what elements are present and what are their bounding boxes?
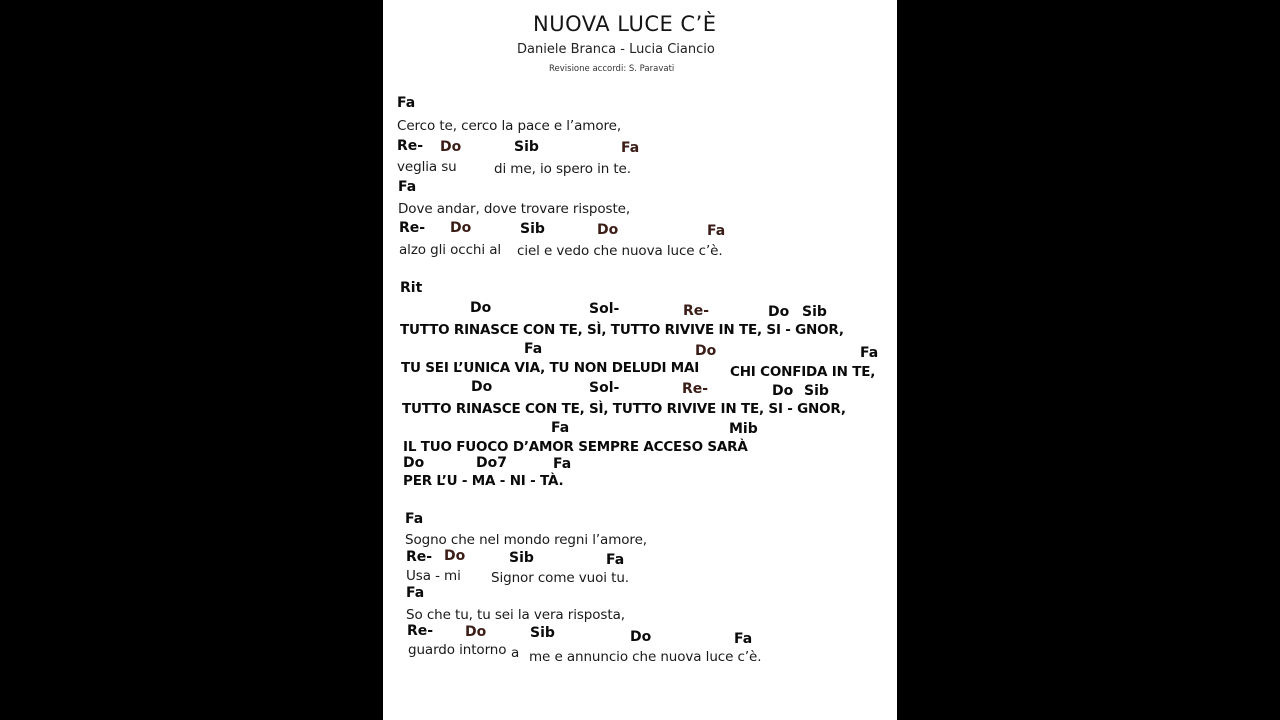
chord: Do [597, 222, 619, 238]
chord: Do [471, 379, 493, 395]
chorus-lyric-line: IL TUO FUOCO D’AMOR SEMPRE ACCESO SARÀ [403, 439, 748, 455]
chord: Sib [530, 625, 555, 641]
lyric-line: So che tu, tu sei la vera risposta, [406, 607, 625, 623]
chord: Re- [397, 138, 424, 154]
chord: Do [470, 300, 492, 316]
chord: Do [444, 548, 466, 564]
chord: Fa [553, 456, 572, 472]
chord: Sib [802, 304, 827, 320]
chord: Fa [860, 345, 879, 361]
chord: Do7 [476, 455, 507, 471]
chord: Fa [406, 585, 425, 601]
chord: Fa [707, 223, 726, 239]
chord: Mib [729, 421, 758, 437]
chorus-label: Rit [400, 280, 423, 296]
chord: Fa [397, 95, 416, 111]
chord: Fa [524, 341, 543, 357]
lyric-line: Usa - mi [406, 568, 461, 584]
lyric-line: veglia su [397, 159, 457, 175]
chord: Re- [399, 220, 426, 236]
lyric-line: Cerco te, cerco la pace e l’amore, [397, 118, 622, 134]
chord: Do [465, 624, 487, 640]
chord: Sib [520, 221, 545, 237]
chord: Do [772, 383, 794, 399]
chord: Sol- [589, 301, 620, 317]
chord: Do [450, 220, 472, 236]
lyric-line: Dove andar, dove trovare risposte, [398, 201, 631, 217]
chord: Sib [509, 550, 534, 566]
chorus-lyric-line: PER L’U - MA - NI - TÀ. [403, 473, 564, 489]
chord: Do [630, 629, 652, 645]
chord: Fa [621, 140, 640, 156]
chord: Do [440, 139, 462, 155]
chord: Do [403, 455, 425, 471]
song-authors: Daniele Branca - Lucia Ciancio [517, 42, 715, 57]
lyric-line: ciel e vedo che nuova luce c’è. [517, 243, 723, 259]
chord-revision-credit: Revisione accordi: S. Paravati [549, 64, 675, 74]
chord: Do [768, 304, 790, 320]
chord: Fa [606, 552, 625, 568]
chorus-lyric-line: TUTTO RINASCE CON TE, SÌ, TUTTO RIVIVE IN TE, SI - GNOR, [400, 322, 844, 338]
chord: Sol- [589, 380, 620, 396]
lyric-line: di me, io spero in te. [494, 161, 631, 177]
lyric-line: Signor come vuoi tu. [491, 570, 629, 586]
chord: Fa [551, 420, 570, 436]
chord: Re- [406, 549, 433, 565]
chord: Fa [734, 631, 753, 647]
chord: Re- [682, 381, 709, 397]
chord: Sib [804, 383, 829, 399]
chord: Re- [683, 303, 710, 319]
chord: Fa [405, 511, 424, 527]
chord: Fa [398, 179, 417, 195]
song-title: NUOVA LUCE C’È [533, 12, 717, 36]
lyric-line: a [511, 645, 520, 661]
song-sheet [383, 0, 897, 720]
chorus-lyric-line: TUTTO RINASCE CON TE, SÌ, TUTTO RIVIVE IN TE, SI - GNOR, [402, 401, 846, 417]
lyric-line: alzo gli occhi al [399, 242, 502, 258]
chorus-lyric-line: TU SEI L’UNICA VIA, TU NON DELUDI MAI [401, 360, 700, 376]
chord: Do [695, 343, 717, 359]
chorus-lyric-line: CHI CONFIDA IN TE, [730, 364, 876, 380]
lyric-line: guardo intorno [408, 642, 507, 658]
lyric-line: me e annuncio che nuova luce c’è. [529, 649, 762, 665]
chord: Re- [407, 623, 434, 639]
lyric-line: Sogno che nel mondo regni l’amore, [405, 532, 647, 548]
chord: Sib [514, 139, 539, 155]
